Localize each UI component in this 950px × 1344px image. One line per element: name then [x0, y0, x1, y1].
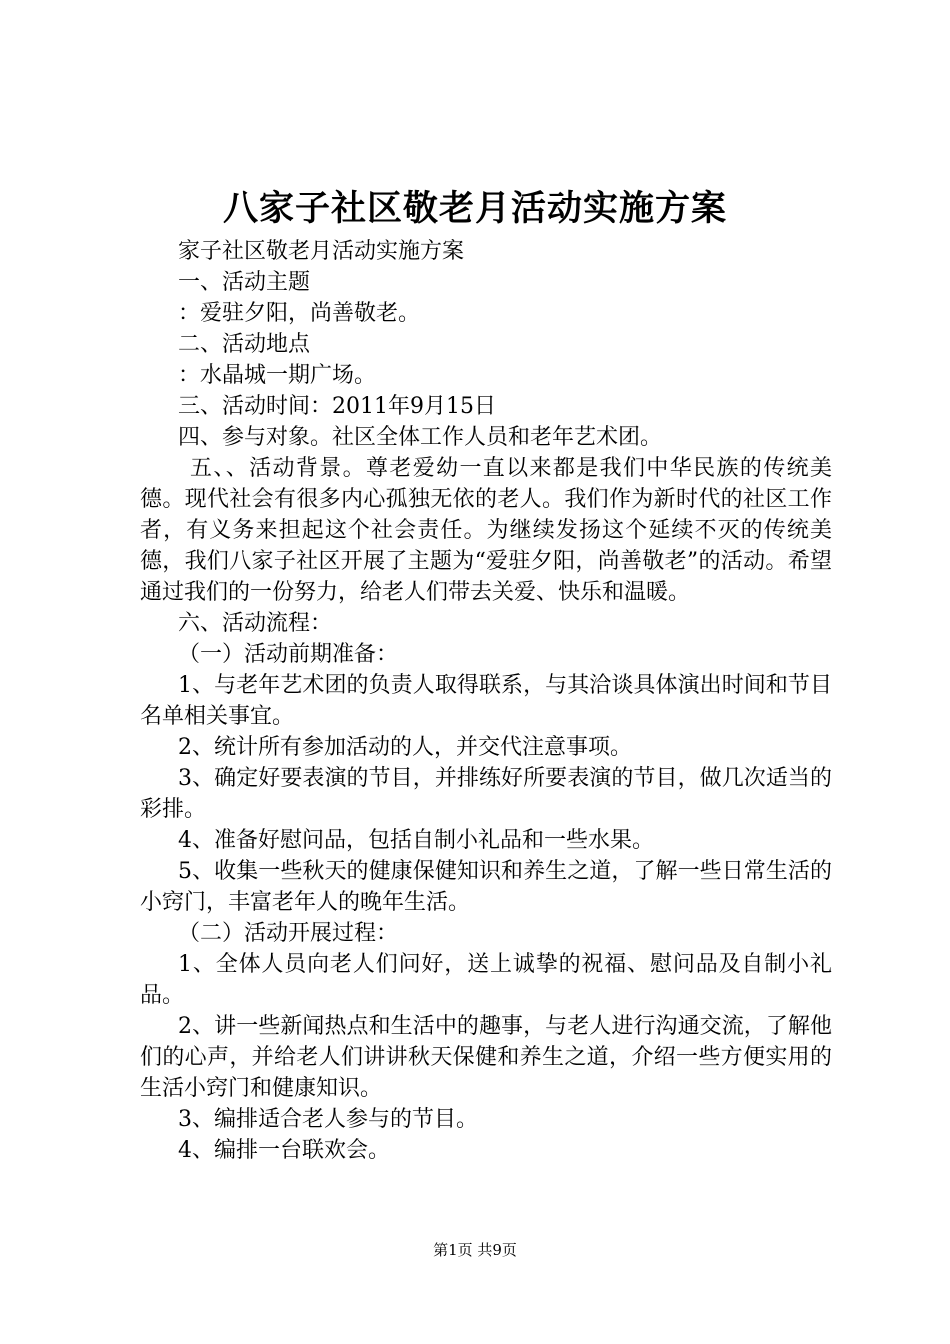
- paragraph: 六、活动流程：: [178, 611, 333, 636]
- paragraph: ：水晶城一期广场。: [178, 363, 377, 388]
- paragraph: （二）活动开展过程：: [178, 921, 399, 946]
- paragraph: 一、活动主题: [178, 270, 311, 295]
- paragraph: 四、参与对象。社区全体工作人员和老年艺术团。: [178, 425, 663, 450]
- paragraph: ：爱驻夕阳，尚善敬老。: [178, 301, 421, 326]
- paragraph: 4、准备好慰问品，包括自制小礼品和一些水果。: [178, 828, 654, 853]
- paragraph: 3、确定好要表演的节目，并排练好所要表演的节目，做几次适当的彩排。: [140, 766, 832, 822]
- paragraph: 4、编排一台联欢会。: [178, 1138, 390, 1163]
- paragraph: 2、讲一些新闻热点和生活中的趣事，与老人进行沟通交流，了解他们的心声，并给老人们讲讲秋天保健和养生之道，介绍一些方便实用的生活小窍门和健康知识。: [140, 1014, 832, 1101]
- paragraph: 1、全体人员向老人们问好，送上诚挚的祝福、慰问品及自制小礼品。: [140, 952, 832, 1008]
- paragraph: （一）活动前期准备：: [178, 642, 399, 667]
- paragraph: 家子社区敬老月活动实施方案: [178, 239, 465, 264]
- paragraph: 5、收集一些秋天的健康保健知识和养生之道，了解一些日常生活的小窍门，丰富老年人的晚年生活。: [140, 859, 832, 915]
- page-footer: 第1页 共9页: [433, 1241, 517, 1259]
- paragraph: 2、统计所有参加活动的人，并交代注意事项。: [178, 735, 632, 760]
- document-body: [140, 236, 832, 1166]
- paragraph: 五、、活动背景。尊老爱幼一直以来都是我们中华民族的传统美德。现代社会有很多内心孤独无依的老人。我们作为新时代的社区工作者，有义务来担起这个社会责任。为继续发扬这个延续不灭的传统美德，我们八家子社区开展了主题为“爱驻夕阳，尚善敬老”的活动。希望通过我们的一份努力，给老人们带去关爱、快乐和温暖。: [140, 456, 832, 605]
- document-title: 八家子社区敬老月活动实施方案: [222, 188, 727, 229]
- paragraph: 1、与老年艺术团的负责人取得联系，与其洽谈具体演出时间和节目名单相关事宜。: [140, 673, 832, 729]
- paragraph: 3、编排适合老人参与的节目。: [178, 1107, 478, 1132]
- paragraph: 三、活动时间：2011年9月15日: [178, 394, 496, 419]
- paragraph: 二、活动地点: [178, 332, 311, 357]
